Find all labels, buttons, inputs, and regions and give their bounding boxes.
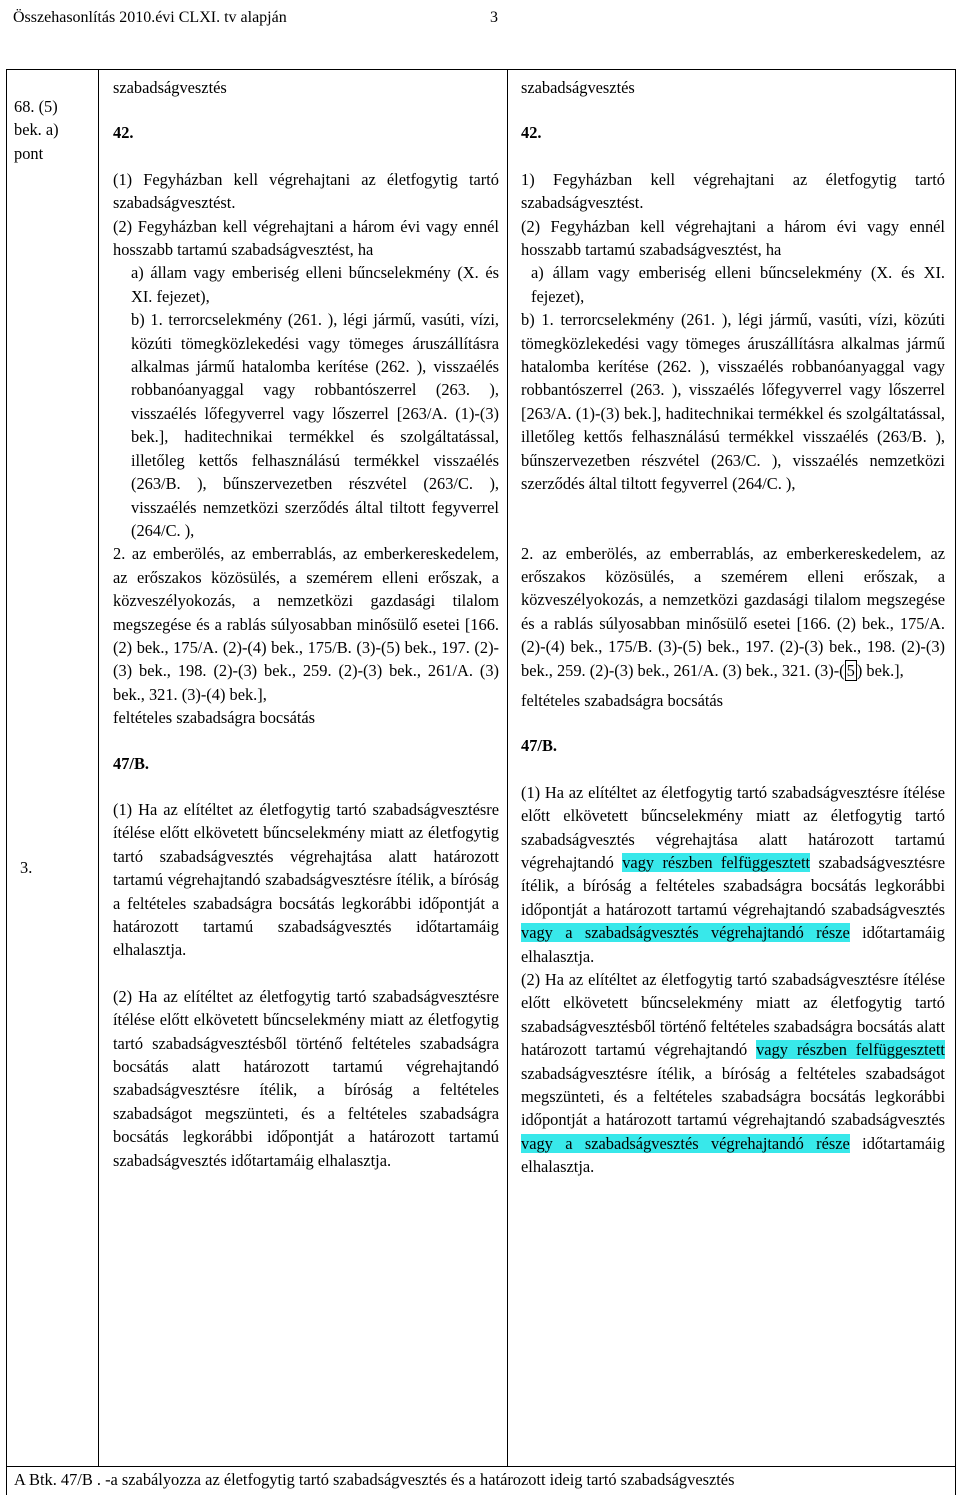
point-a-new: a) állam vagy emberiség elleni bűncselekmény (X. és XI. fejezet), <box>531 263 945 306</box>
point-b: b) 1. terrorcselekmény (261. ), légi jármű, vasúti, vízi, közúti tömegközlekedési vagy tömeges áruszállításra alkalmas jármű hatalomba kerítése (262. ), visszaélés robbanóanyaggal vagy robbantószerrel (263. ), visszaélés lőfegyverrel vagy lőszerrel [263/A. (1)-(3) bek.], haditechnikai termékkel és szolgáltatással, illetőleg kettős felhasználású termékkel visszaélés (263/B. ), bűnszervezetben részvétel (263/C. ), visszaélés nemzetközi szerződés által tiltott fegyverrel (264/C. ), <box>131 310 499 540</box>
highlight-addition: vagy részben felfüggesztett <box>756 1040 945 1060</box>
section-number-47b: 47/B. <box>113 753 149 773</box>
section-title-feltételes-new: feltételes szabadságra bocsátás <box>521 690 724 710</box>
highlight-addition: vagy részben felfüggesztett <box>622 852 811 872</box>
text-run: időtartamáig elhalasztja. <box>521 1133 945 1177</box>
section-title-szabadsagvesztes: szabadságvesztés <box>113 78 227 97</box>
paragraph-1: (1) Fegyházban kell végrehajtani az életfogytig tartó szabadságvesztést. <box>113 169 499 213</box>
reference-column <box>14 95 92 165</box>
reference-3: 3. <box>20 858 33 877</box>
highlight-addition: vagy a szabadságvesztés végrehajtandó része <box>521 1133 850 1153</box>
point-b2: 2. az emberölés, az emberrablás, az emberkereskedelem, az erőszakos közösülés, a szemérem elleni erőszak, a közveszélyokozás, a nemzetközi gazdasági tilalom megszegése és a rablás súlyosabban minősülő esetei [166. (2) bek., 175/A. (2)-(4) bek., 175/B. (3)-(5) bek., 197. (2)-(3) bek., 198. (2)-(3) bek., 259. (2)-(3) bek., 261/A. (3) bek., 321. (3)-(4) bek.], <box>113 544 499 704</box>
highlight-addition: vagy a szabadságvesztés végrehajtandó része <box>521 923 850 943</box>
paragraph-2-new: (2) Fegyházban kell végrehajtani a három évi vagy ennél hosszabb tartamú szabadságvesztést, ha <box>521 216 945 260</box>
text-run: időtartamáig elhalasztja. <box>521 923 945 966</box>
section-number-47b-new: 47/B. <box>521 736 557 756</box>
text-run: (2) Ha az elítéltet az életfogytig tartó szabadságvesztésre ítélése előtt elkövetett bűncselekmény miatt az életfogytig tartó szabadságvesztésből történő feltételes szabadságra bocsátás alatt határozott tartamú végrehajtandó <box>521 970 945 1060</box>
reference-68: 68. (5) bek. a) pont <box>14 97 59 163</box>
point-b2-new-text: 2. az emberölés, az emberrablás, az emberkereskedelem, az erőszakos közösülés, a szemérem elleni erőszak, a közveszélyokozás, a nemzetközi gazdasági tilalom megszegése és a rablás súlyosabban minősülő esetei [166. (2) bek., 175/A. (2)-(4) bek., 175/B. (3)-(5) bek., 197. (2)-(3) bek., 198. (2)-(3) bek., 259. (2)-(3) bek., 261/A. (3) bek., 321. (3)-( <box>521 543 945 680</box>
current-text-column <box>113 76 499 1172</box>
table-left-border <box>6 69 7 1495</box>
point-a: a) állam vagy emberiség elleni bűncselekmény (X. és XI. fejezet), <box>131 263 499 306</box>
section-number-42-new: 42. <box>521 123 542 143</box>
section-title-feltételes: feltételes szabadságra bocsátás <box>113 708 316 728</box>
section-number-42: 42. <box>113 123 134 143</box>
point-b2-new <box>521 542 945 682</box>
paragraph-47b-1: (1) Ha az elítéltet az életfogytig tartó szabadságvesztésre ítélése előtt elkövetett bűncselekmény miatt az életfogytig tartó szabadságvesztés végrehajtása alatt határozott tartamú végrehajtandó szabadságvesztésre ítélik, a bíróság a feltételes szabadságra bocsátás legkorábbi időpontját a határozott tartamú szabadságvesztés időtartamáig elhalasztja. <box>113 799 499 960</box>
paragraph-47b-1-new <box>521 781 945 968</box>
page-header <box>13 6 498 29</box>
footer-row-border <box>6 1466 956 1467</box>
table-top-border <box>6 69 956 70</box>
paragraph-47b-2: (2) Ha az elítéltet az életfogytig tartó szabadságvesztésre ítélése előtt elkövetett bűncselekmény miatt az életfogytig tartó szabadságvesztésből történő feltételes szabadságra bocsátás alatt határozott tartamú végrehajtandó szabadságvesztésre ítélik, a bíróság a feltételes szabadságot megszünteti, és a feltételes szabadságra bocsátás legkorábbi időpontját a határozott tartamú szabadságvesztés időtartamáig elhalasztja. <box>113 986 499 1170</box>
column-divider-2 <box>507 69 508 1466</box>
section-title-szabadsagvesztes-new: szabadságvesztés <box>521 78 635 97</box>
paragraph-1-new: 1) Fegyházban kell végrehajtani az életfogytig tartó szabadságvesztést. <box>521 169 945 213</box>
changed-value-box: 5 <box>846 660 855 680</box>
column-divider-1 <box>98 69 99 1466</box>
point-b-new: b) 1. terrorcselekmény (261. ), légi jármű, vasúti, vízi, közúti tömegközlekedési vagy tömeges áruszállításra alkalmas jármű hatalomba kerítése (262. ), visszaélés robbanóanyaggal vagy robbantószerrel (263. ), visszaélés lőfegyverrel vagy lőszerrel [263/A. (1)-(3) bek.], haditechnikai termékkel és szolgáltatással, illetőleg kettős felhasználású termékkel visszaélés (263/B. ), bűnszervezetben részvétel (263/C. ), visszaélés nemzetközi szerződés által tiltott fegyverrel (264/C. ), <box>521 310 945 494</box>
amended-text-column <box>521 76 945 1179</box>
paragraph-2: (2) Fegyházban kell végrehajtani a három évi vagy ennél hosszabb tartamú szabadságvesztést, ha <box>113 216 499 260</box>
document-title: Összehasonlítás 2010.évi CLXI. tv alapján <box>13 9 287 26</box>
paragraph-47b-2-new <box>521 968 945 1179</box>
page-number: 3 <box>490 9 498 26</box>
text-run: szabadságvesztésre ítélik, a bíróság a feltételes szabadságra bocsátás legkorábbi időpontját a határozott tartamú végrehajtandó szabadságvesztés <box>521 852 945 919</box>
text-run: szabadságvesztésre ítélik, a bíróság a feltételes szabadságot megszünteti, és a feltételes szabadságra bocsátás legkorábbi időpontját a határozott tartamú végrehajtandó szabadságvesztés <box>521 1063 945 1130</box>
table-right-border <box>955 69 956 1495</box>
point-b2-new-end: ) bek.], <box>856 660 904 680</box>
footer-note: A Btk. 47/B . -a szabályozza az életfogytig tartó szabadságvesztés és a határozott ideig tartó szabadságvesztés <box>14 1470 735 1489</box>
text-run: (1) Ha az elítéltet az életfogytig tartó szabadságvesztésre ítélése előtt elkövetett bűncselekmény miatt az életfogytig tartó szabadságvesztés végrehajtása alatt határozott tartamú végrehajtandó <box>521 782 945 872</box>
